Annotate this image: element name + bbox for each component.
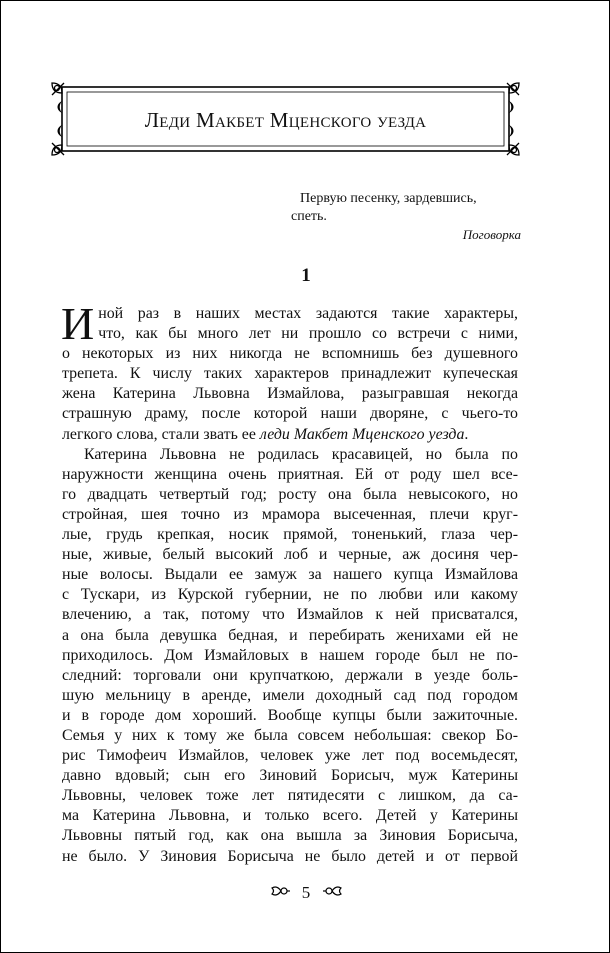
text-line: Львовны, человек тоже лет пятидесяти с лишком, да са- bbox=[62, 787, 518, 805]
text-line: ной раз в наших местах задаются такие характеры, bbox=[98, 305, 518, 322]
page-number: 5 bbox=[301, 883, 311, 903]
chapter-number: 1 bbox=[301, 265, 311, 286]
text-line: Катерина Львовна не родилась красавицей, но была по bbox=[84, 445, 518, 463]
text-line: не было. У Зиновия Борисыча не было детей и от первой bbox=[62, 847, 518, 865]
text-line: давно вдовый; сын его Зиновий Борисыч, муж Катерины bbox=[62, 767, 518, 785]
text-line: рис Тимофеич Измайлов, человек уже лет под восемьдесят, bbox=[62, 747, 518, 765]
drop-cap: И bbox=[61, 298, 95, 349]
ornament-right-icon bbox=[323, 883, 343, 903]
epigraph bbox=[291, 190, 521, 244]
epigraph-line: спеть. bbox=[291, 209, 327, 224]
epigraph-source: Поговорка bbox=[462, 227, 521, 242]
text-segment: легкого слова, стали звать ее bbox=[62, 425, 260, 443]
title-frame bbox=[50, 81, 521, 157]
page-footer bbox=[1, 882, 610, 903]
text-line: наружности женщина очень приятная. Ей от роду шел все- bbox=[62, 465, 518, 483]
text-line: ные волосы. Выдали ее замуж за нашего купца Измайлова bbox=[62, 566, 518, 584]
text-line: лые, грудь крепкая, носик прямой, тоненький, глаза чер- bbox=[62, 526, 518, 544]
text-line: го двадцать четвертый год; росту она была невысокого, но bbox=[62, 485, 518, 503]
text-segment: . bbox=[464, 425, 469, 443]
text-line: ные, живые, белый высокий лоб и черные, аж досиня чер- bbox=[62, 546, 518, 564]
text-line: жена Катерина Львовна Измайлова, разыгравшая некогда bbox=[62, 385, 518, 403]
chapter-title: Леди Макбет Мценского уезда bbox=[144, 108, 427, 132]
text-line bbox=[62, 425, 518, 445]
text-line: приходилось. Дом Измайловых в нашем городе был не по- bbox=[62, 646, 518, 664]
text-line: и в городе дом хороший. Вообще купцы были зажиточные. bbox=[62, 706, 518, 724]
text-line: с Тускари, из Курской губернии, не по любви или какому bbox=[62, 586, 518, 604]
text-line: следний: торговали они крупчаткою, держали в уезде боль- bbox=[62, 666, 518, 684]
text-line: ма Катерина Львовна, и только всего. Детей у Катерины bbox=[62, 807, 518, 825]
body-text bbox=[61, 298, 518, 867]
text-line: что, как бы много лет ни прошло со встречи с ними, bbox=[98, 325, 518, 343]
text-line: а она была девушка бедная, и перебирать женихами ей не bbox=[62, 626, 518, 644]
text-line: трепета. К числу таких характеров принадлежит купеческая bbox=[62, 365, 518, 383]
text-line: страшную драму, после которой наши дворяне, с чьего-то bbox=[62, 405, 518, 423]
text-line: Львовны пятый год, как она вышла за Зиновия Борисыча, bbox=[62, 827, 518, 845]
text-line: о некоторых из них никогда не вспомнишь без душевного bbox=[62, 345, 518, 363]
text-line: влечению, а так, потому что Измайлов к ней присватался, bbox=[62, 606, 518, 624]
text-line: Семья у них к тому же была совсем небольшая: свекор Бо- bbox=[62, 726, 518, 744]
text-line: стройная, шея точно из мрамора высеченная, плечи круг- bbox=[62, 505, 518, 523]
epigraph-line: Первую песенку, зардевшись, bbox=[300, 191, 477, 206]
italic-title-reference: леди Макбет Мценского уезда bbox=[259, 425, 465, 443]
text-line: шую мельницу в аренде, имели доходный сад под городом bbox=[62, 686, 518, 704]
ornament-left-icon bbox=[270, 883, 290, 903]
